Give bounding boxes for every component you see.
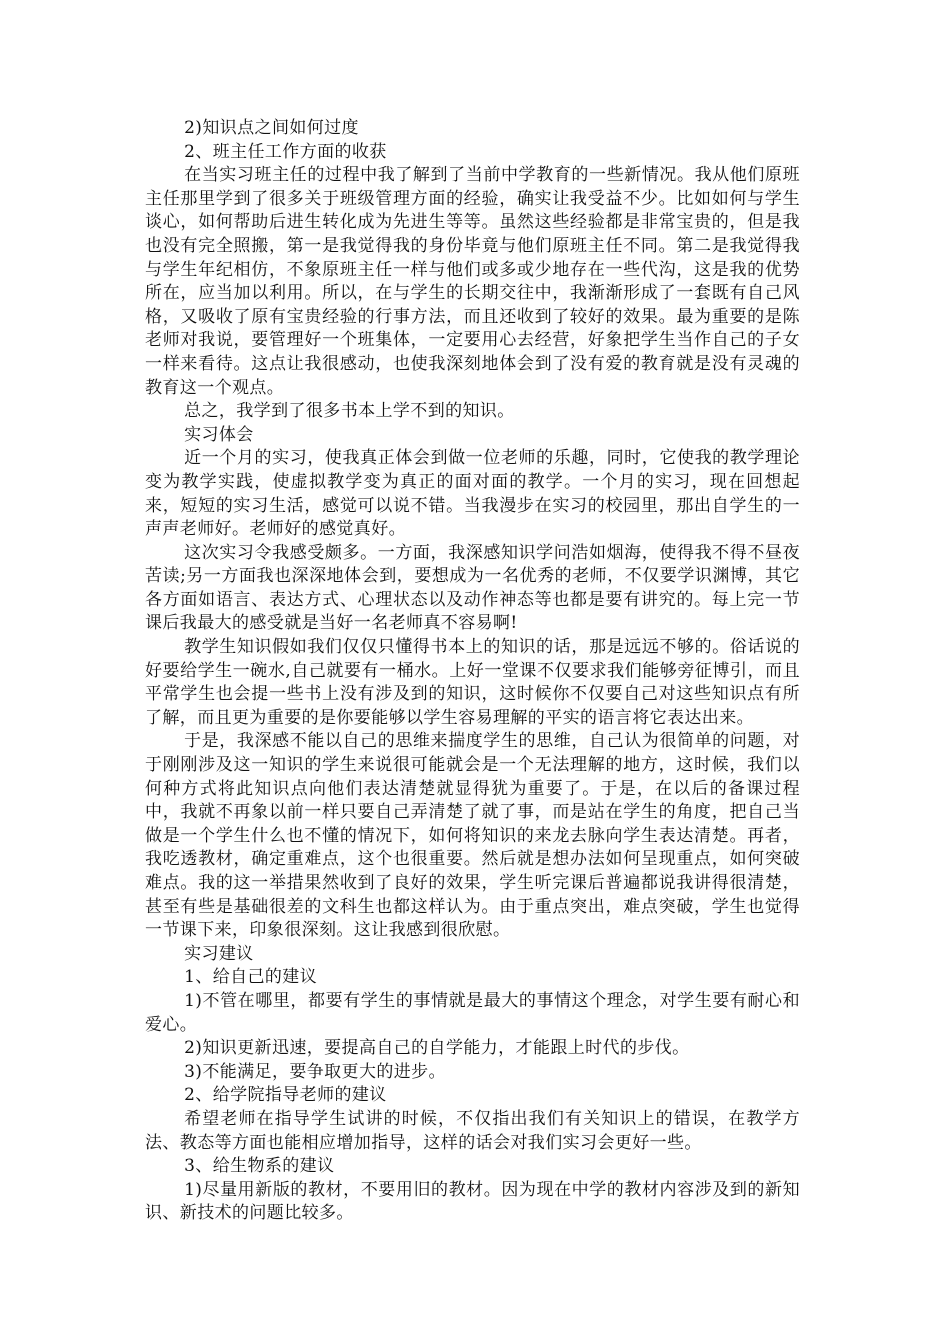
paragraph-reflection-student-thinking: 于是，我深感不能以自己的思维来揣度学生的思维，自己认为很简单的问题，对于刚刚涉及这一知识的学生来说很可能就会是一个无法理解的地方，这时候，我们以何种方式将此知识点向他们表达清楚就显得犹为重要了。于是，在以后的备课过程中，我就不再象以前一样只要自己弄清楚了就了事，而是站在学生的角度，把自己当做是一个学生什么也不懂的情况下，如何将知识的来龙去脉向学生表达清楚。再者，我吃透教材，确定重难点，这个也很重要。然后就是想办法如何呈现重点，如何突破难点。我的这一举措果然收到了良好的效果，学生听完课后普遍都说我讲得很清楚，甚至有些是基础很差的文科生也都这样认为。由于重点突出，难点突破，学生也觉得一节课下来，印象很深刻。这让我感到很欣慰。 [145, 731, 800, 941]
list-item-biology-suggestion-1: 1)尽量用新版的教材，不要用旧的教材。因为现在中学的教材内容涉及到的新知识、新技术的问题比较多。 [145, 1179, 800, 1224]
document-body [145, 117, 800, 1226]
paragraph-reflection-knowledge: 教学生知识假如我们仅仅只懂得书本上的知识的话，那是远远不够的。俗话说的好要给学生一碗水,自己就要有一桶水。上好一堂课不仅要求我们能够旁征博引，而且平常学生也会提一些书上没有涉及到的知识，这时候你不仅要自己对这些知识点有所了解，而且更为重要的是你要能够以学生容易理解的平实的语言将它表达出来。 [145, 637, 800, 728]
list-item-self-suggestion-1: 1)不管在哪里，都要有学生的事情就是最大的事情这个理念，对学生要有耐心和爱心。 [145, 990, 800, 1035]
section-heading-internship-reflection: 实习体会 [184, 424, 254, 445]
paragraph-class-teacher-experience: 在当实习班主任的过程中我了解到了当前中学教育的一些新情况。我从他们原班主任那里学到了很多关于班级管理方面的经验，确实让我受益不少。比如如何与学生谈心，如何帮助后进生转化成为先进生等等。虽然这些经验都是非常宝贵的，但是我也没有完全照搬，第一是我觉得我的身份毕竟与他们原班主任不同。第二是我觉得我与学生年纪相仿，不象原班主任一样与他们或多或少地存在一些代沟，这是我的优势所在，应当加以利用。所以，在与学生的长期交往中，我渐渐形成了一套既有自己风格，又吸收了原有宝贵经验的行事方法，而且还收到了较好的效果。最为重要的是陈老师对我说，要管理好一个班集体，一定要用心去经营，好象把学生当作自己的子女一样来看待。这点让我很感动，也使我深刻地体会到了没有爱的教育就是没有灵魂的教育这一个观点。 [145, 165, 800, 398]
subheading-advisor-suggestions: 2、给学院指导老师的建议 [184, 1085, 387, 1106]
paragraph-reflection-feelings: 这次实习令我感受颇多。一方面，我深感知识学问浩如烟海，使得我不得不昼夜苦读;另一方面我也深深地体会到，要想成为一名优秀的老师，不仅要学识渊博，其它各方面如语言、表达方式、心理状态以及动作神态等也都是要有讲究的。每上完一节课后我最大的感受就是当好一名老师真不容易啊! [145, 542, 800, 634]
section-heading-suggestions: 实习建议 [184, 943, 254, 964]
list-item-self-suggestion-3: 3)不能满足，要争取更大的进步。 [184, 1061, 446, 1082]
list-item-transition: 2)知识点之间如何过度 [184, 118, 359, 138]
paragraph-advisor-suggestion: 希望老师在指导学生试讲的时候，不仅指出我们有关知识上的错误，在教学方法、教态等方面也能相应增加指导，这样的话会对我们实习会更好一些。 [145, 1108, 800, 1153]
subheading-biology-dept-suggestions: 3、给生物系的建议 [184, 1156, 335, 1177]
section-heading-class-teacher-gains: 2、班主任工作方面的收获 [184, 141, 387, 162]
paragraph-reflection-month: 近一个月的实习，使我真正体会到做一位老师的乐趣，同时，它使我的教学理论变为教学实践，使虚拟教学变为真正的面对面的教学。一个月的实习，现在回想起来，短短的实习生活，感觉可以说不错。当我漫步在实习的校园里，那出自学生的一声声老师好。老师好的感觉真好。 [145, 448, 800, 540]
list-item-self-suggestion-2: 2)知识更新迅速，要提高自己的自学能力，才能跟上时代的步伐。 [184, 1038, 690, 1059]
subheading-self-suggestions: 1、给自己的建议 [184, 967, 318, 988]
paragraph-summary: 总之，我学到了很多书本上学不到的知识。 [184, 401, 515, 422]
